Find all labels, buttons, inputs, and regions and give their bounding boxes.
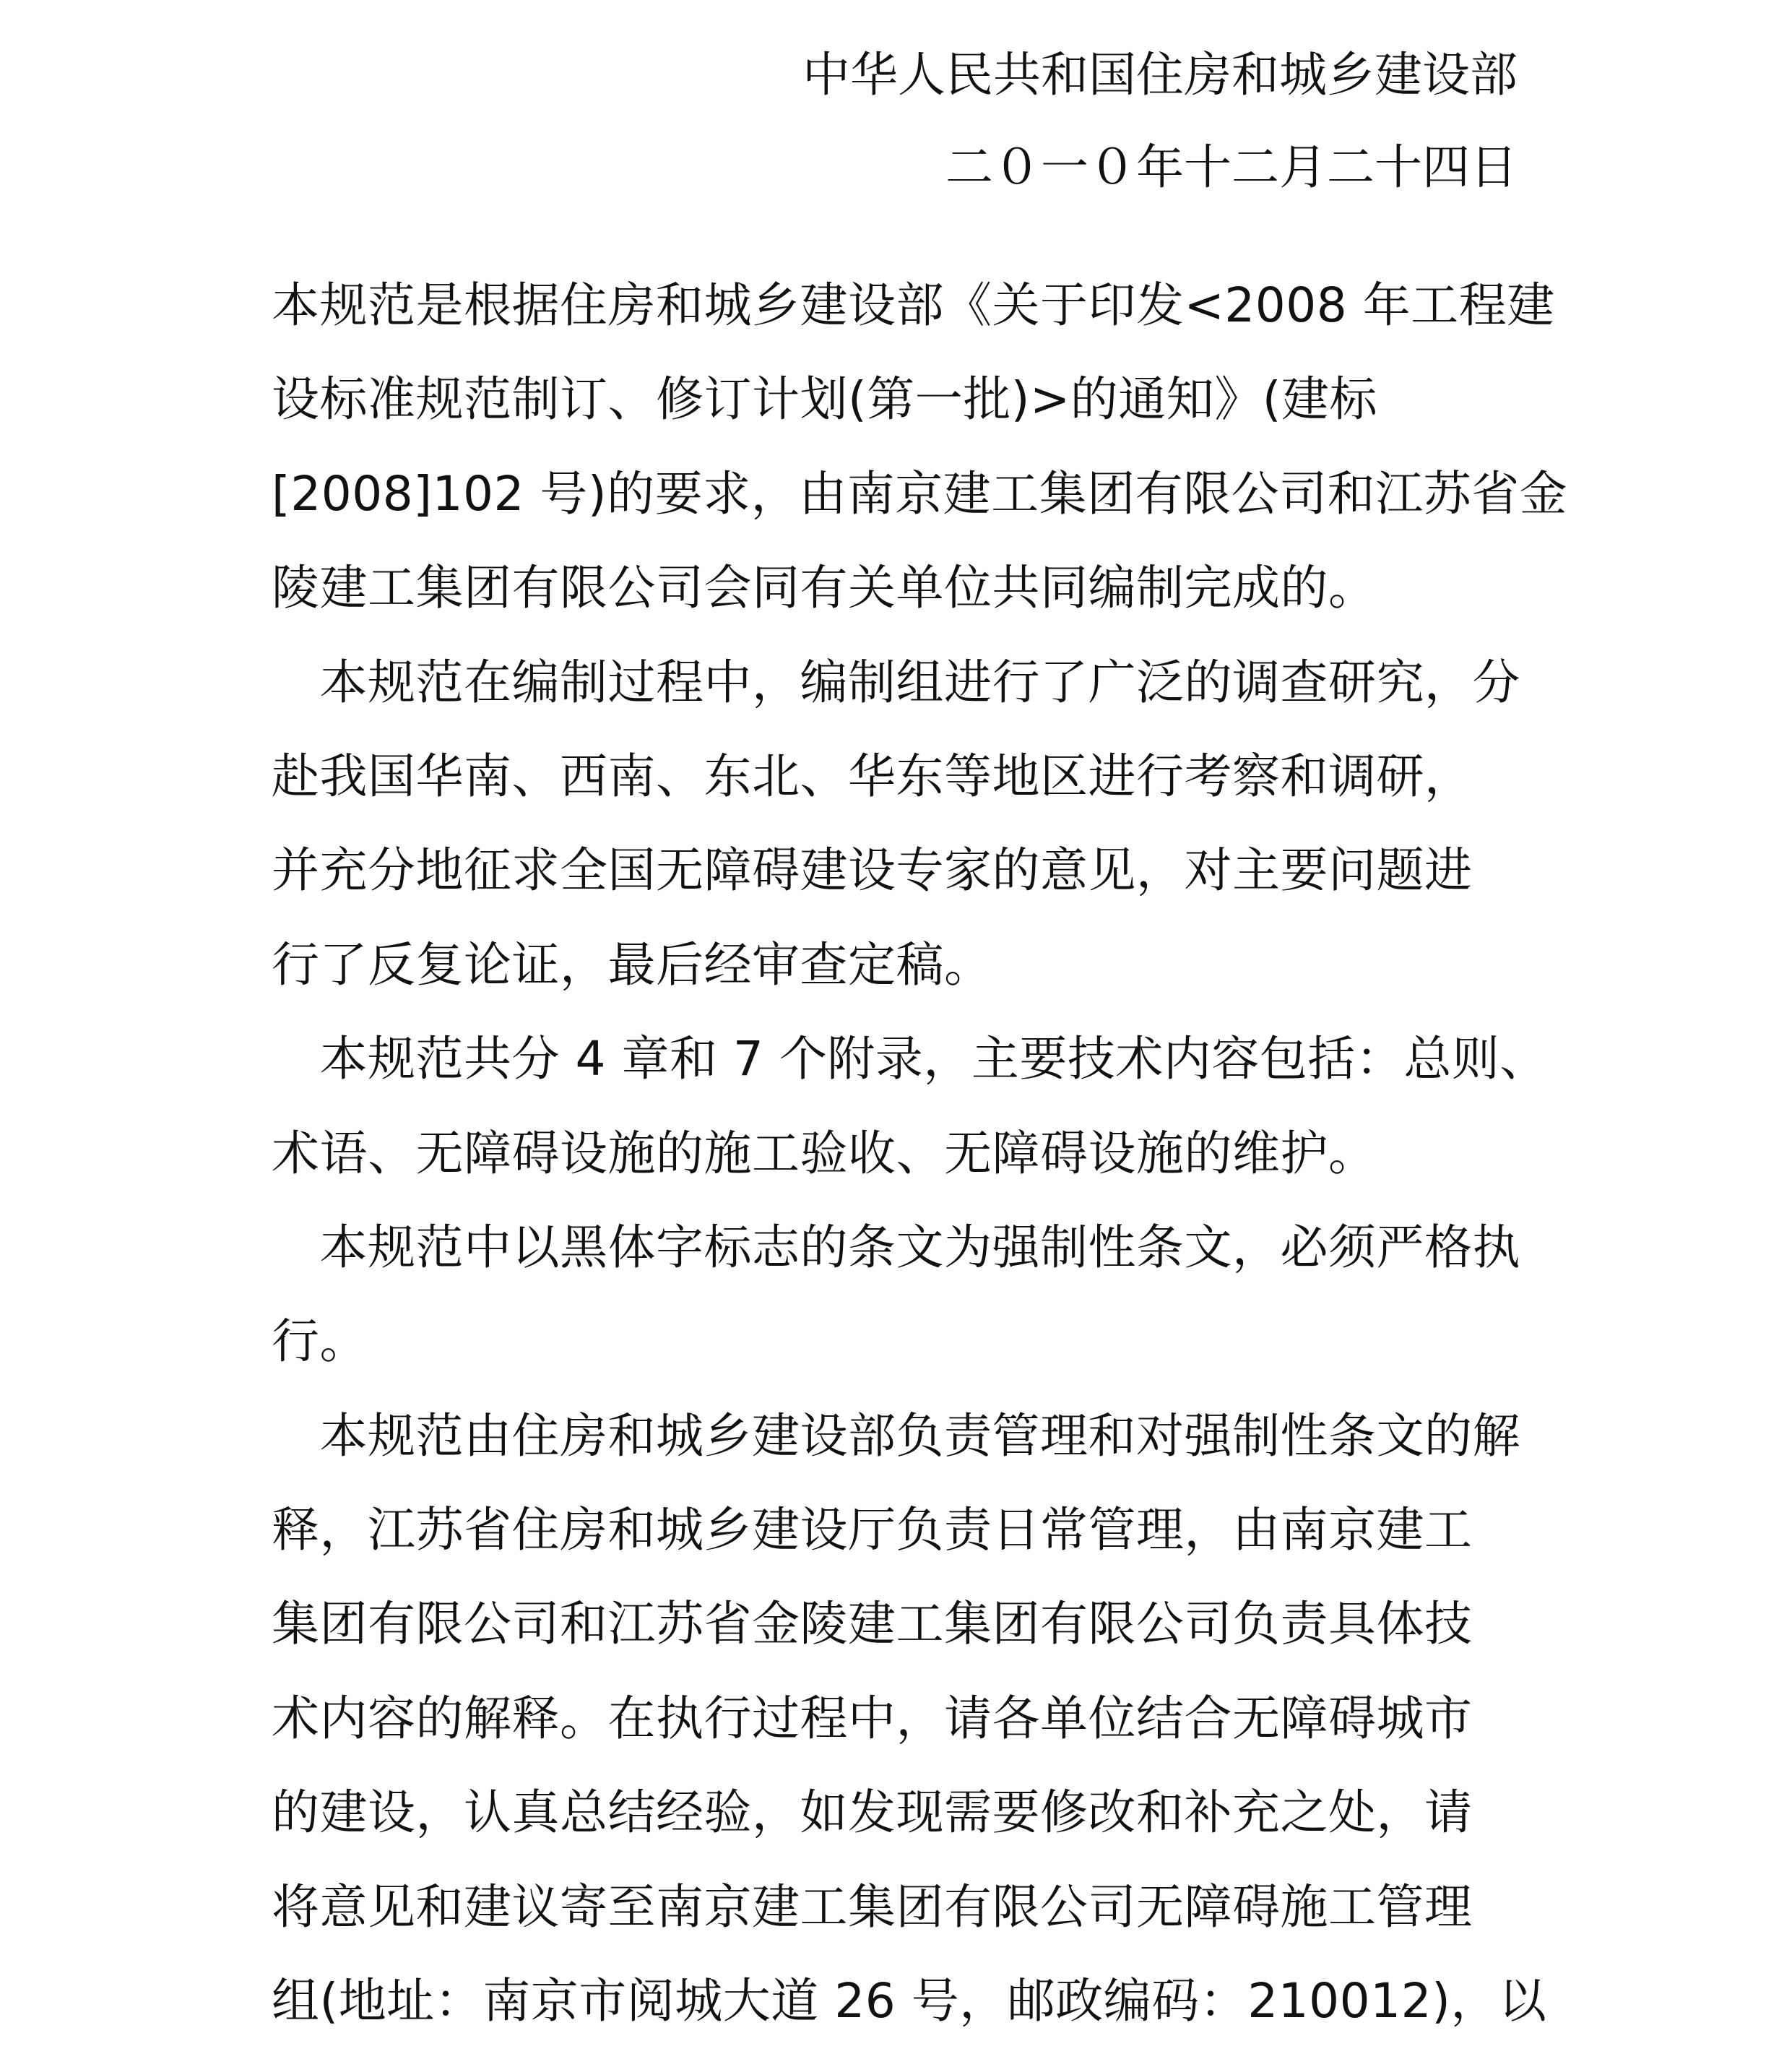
- body-line: [2008]102 号)的要求，由南京建工集团有限公司和江苏省金: [272, 465, 1568, 522]
- body-line: 集团有限公司和江苏省金陵建工集团有限公司负责具体技: [272, 1596, 1473, 1652]
- body-line: 行。: [272, 1313, 368, 1370]
- body-line: 赴我国华南、西南、东北、华东等地区进行考察和调研，: [272, 748, 1473, 804]
- body-line: 设标准规范制订、修订计划(第一批)>的通知》(建标: [272, 371, 1378, 428]
- body-line: 本规范共分 4 章和 7 个附录，主要技术内容包括：总则、: [272, 1031, 1548, 1087]
- body-line: 行了反复论证，最后经审查定稿。: [272, 936, 992, 993]
- body-line: 本规范是根据住房和城乡建设部《关于印发<2008 年工程建: [272, 277, 1555, 333]
- body-line: 将意见和建议寄至南京建工集团有限公司无障碍施工管理: [272, 1878, 1473, 1935]
- body-line: 术语、无障碍设施的施工验收、无障碍设施的维护。: [272, 1125, 1377, 1181]
- signature-block: [802, 29, 1518, 214]
- body-line: 本规范在编制过程中，编制组进行了广泛的调查研究，分: [272, 654, 1520, 710]
- body-line: 组(地址：南京市阅城大道 26 号，邮政编码：210012)，以: [272, 1973, 1547, 2029]
- document-body: [272, 259, 1568, 2048]
- body-line: 本规范中以黑体字标志的条文为强制性条文，必须严格执: [272, 1219, 1520, 1275]
- body-line: 陵建工集团有限公司会同有关单位共同编制完成的。: [272, 560, 1377, 616]
- issue-date: 二０一０年十二月二十四日: [945, 139, 1518, 195]
- body-line: 的建设，认真总结经验，如发现需要修改和补充之处，请: [272, 1785, 1473, 1841]
- body-line: 本规范由住房和城乡建设部负责管理和对强制性条文的解: [272, 1407, 1520, 1464]
- body-line: 释，江苏省住房和城乡建设厅负责日常管理，由南京建工: [272, 1502, 1473, 1558]
- body-line: 术内容的解释。在执行过程中，请各单位结合无障碍城市: [272, 1690, 1473, 1746]
- body-line: 并充分地征求全国无障碍建设专家的意见，对主要问题进: [272, 842, 1473, 899]
- issuing-organization: 中华人民共和国住房和城乡建设部: [802, 47, 1518, 103]
